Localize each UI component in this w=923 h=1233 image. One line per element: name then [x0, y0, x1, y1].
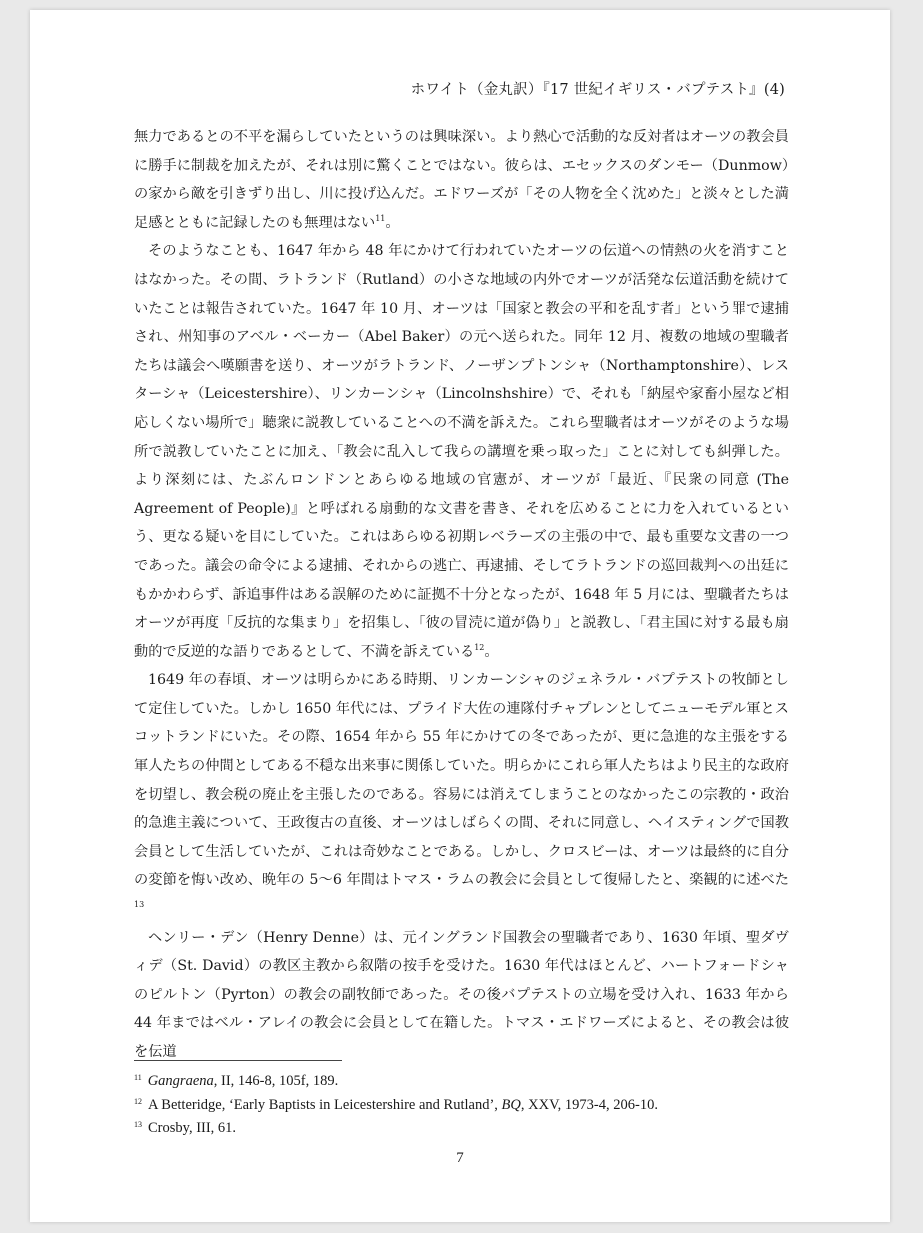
paragraph: 1649 年の春頃、オーツは明らかにある時期、リンカーンシャのジェネラル・バプテストの牧師として定住していた。しかし 1650 年代には、プライド大佐の連隊付チャプレンとしてニューモデル軍とスコットランドにいた。その際、1654 年から 55 年にかけての冬であったが、更に急進的な主張をする軍人たちの仲間としてある不穏な出来事に関係していた。明らかにこれら軍人たちはより民主的な政府を切望し、教会税の廃止を主張したのである。容易には消えてしまうことのなかったこの宗教的・政治的急進主義について、王政復古の直後、オーツはしばらくの間、それに同意し、ヘイスティングで国教会員として生活していたが、これは奇妙なことである。しかし、クロスビーは、オーツは最終的に自分の変節を悔い改め、晩年の 5〜6 年間はトマス・ラムの教会に会員として復帰したと、楽観的に述べた$^{13}$ — [134, 672, 789, 910]
paragraph: そのようなことも、1647 年から 48 年にかけて行われていたオーツの伝道への情熱の火を消すことはなかった。その間、ラトランド（Rutland）の小さな地域の内外でオーツが活発な伝道活動を続けていたことは報告されていた。1647 年 10 月、オーツは「国家と教会の平和を乱す者」という罪で逮捕され、州知事のアベル・ベーカー（Abel Baker）の元へ送られた。同年 12 月、複数の地域の聖職者たちは議会へ嘆願書を送り、オーツがラトランド、ノーザンプトンシャ（Northamptonshire）、レスターシャ（Leicestershire）、リンカーンシャ（Lincolnshshire）で、それも「納屋や家畜小屋など相応しくない場所で」聴衆に説教していることへの不満を訴えた。これら聖職者はオーツがそのような場所で説教していたことに加え、「教会に乱入して我らの講壇を乗っ取った」ことに対しても糾弾した。より深刻には、たぶんロンドンとあらゆる地域の官憲が、オーツが「最近、『民衆の同意 (The Agreement of People)』と呼ばれる扇動的な文書を書き、それを広めることに力を入れているという、更なる疑いを目にしていた。これはあらゆる初期レベラーズの主張の中で、最も重要な文書の一つであった。議会の命令による逮捕、それからの逃亡、再逮捕、そしてラトランドの巡回裁判への出廷にもかかわらず、訴追事件はある誤解のために証拠不十分となったが、1648 年 5 月には、聖職者たちはオーツが再度「反抗的な集まり」を招集し、「彼の冒涜に道が偽り」と説教し、「君主国に対する最も扇動的で反逆的な語りであるとして、不満を訴えている$^{12}$。 — [134, 243, 789, 660]
footnote-number: 13 — [134, 1120, 142, 1129]
running-header: ホワイト（金丸訳）『17 世紀イギリス・バプテスト』(4) — [410, 82, 785, 98]
paragraph: 無力であるとの不平を漏らしていたというのは興味深い。より熱心で活動的な反対者はオーツの教会員に勝手に制裁を加えたが、それは別に驚くことではない。彼らは、エセックスのダンモー（Dunmow）の家から敵を引きずり出し、川に投げ込んだ。エドワーズが「その人物を全く沈めた」と淡々とした満足感とともに記録したのも無理はない$^{11}$。 — [134, 129, 789, 231]
page-number: 7 — [456, 1150, 464, 1166]
footnote-ref[interactable]: 13 — [134, 900, 145, 910]
footnote-number: 11 — [134, 1073, 142, 1082]
footnote-11: $^{11}$ Gangraena, II, 146-8, 105f, 189. — [134, 1073, 339, 1089]
footnote-ref[interactable]: 12 — [474, 642, 485, 652]
footnote-13: $^{13}$ Crosby, III, 61. — [134, 1120, 237, 1136]
footnotes — [134, 1068, 814, 1139]
footnote-number: 12 — [134, 1096, 142, 1106]
body-text — [134, 123, 789, 1067]
footnote-divider — [134, 1060, 342, 1061]
paragraph: ヘンリー・デン（Henry Denne）は、元イングランド国教会の聖職者であり、1630 年頃、聖ダヴィデ（St. David）の教区主教から叙階の按手を受けた。1630 年代はほとんど、ハートフォードシャのピルトン（Pyrton）の教会の副牧師であった。その後バプテストの立場を受け入れ、1633 年から 44 年まではベル・アレイの教会に会員として在籍した。トマス・エドワーズによると、その教会は彼を伝道 — [134, 929, 790, 1060]
footnote-12: $^{12}$ A Betteridge, ‘Early Baptists in Leicestershire and Rutland’, BQ, XXV, 1973-4, 206-10. — [134, 1096, 658, 1113]
document-page — [30, 10, 890, 1222]
footnote-ref[interactable]: 11 — [375, 213, 386, 223]
